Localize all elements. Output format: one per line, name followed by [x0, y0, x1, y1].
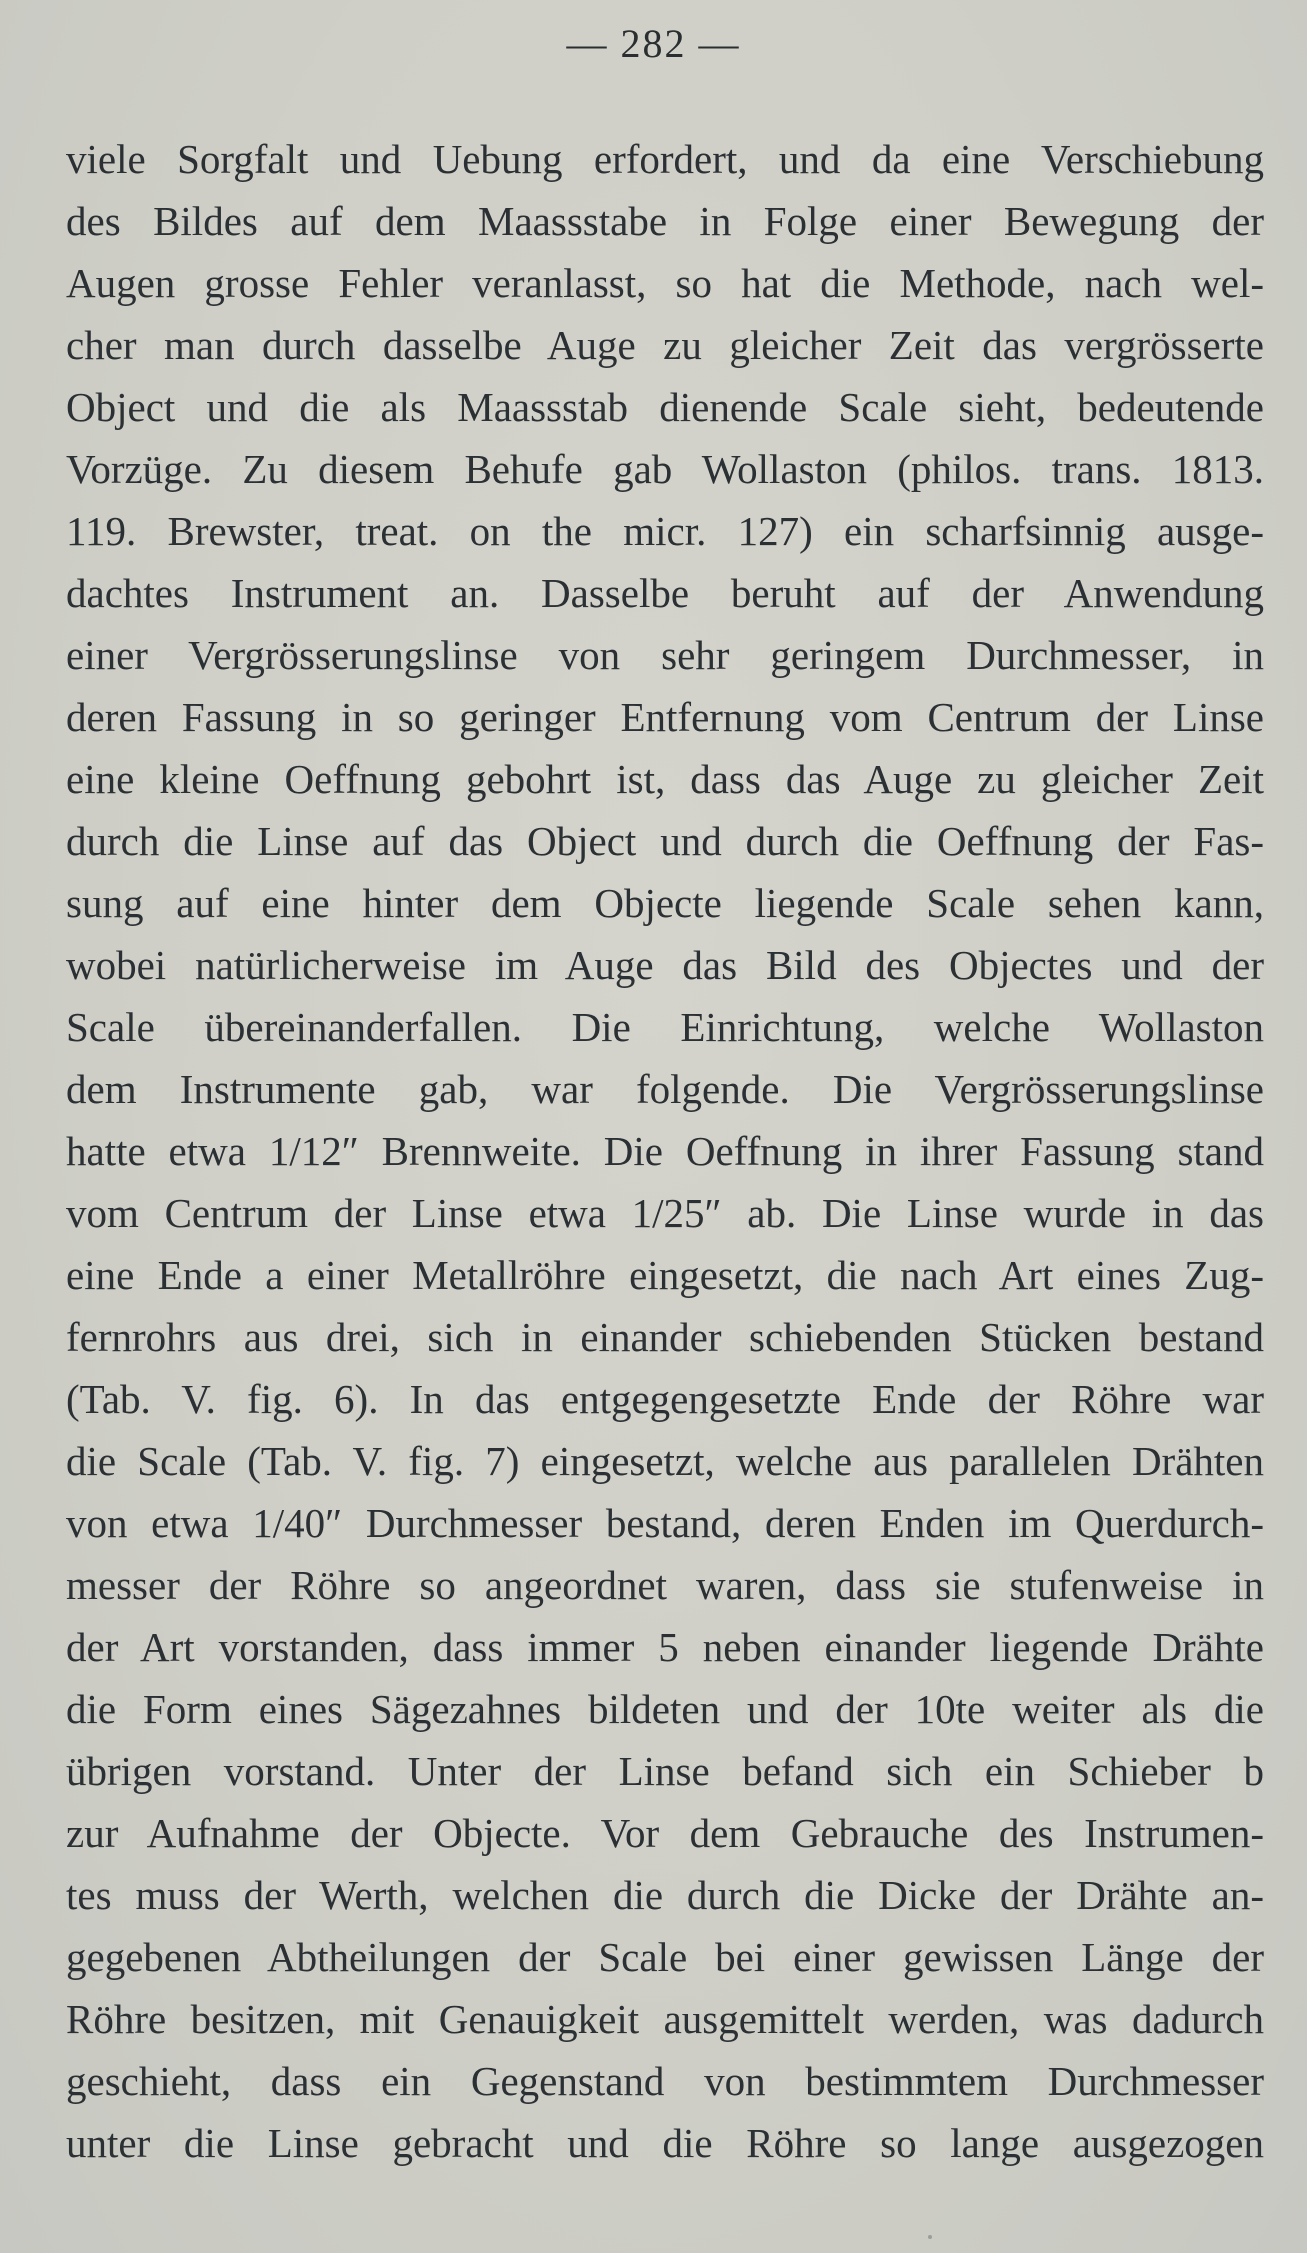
text-line: 119. Brewster, treat. on the micr. 127) ein scharfsinnig ausge-: [66, 508, 1264, 554]
text-line: von etwa 1/40″ Durchmesser bestand, deren Enden im Querdurch-: [66, 1500, 1264, 1546]
text-line: Vorzüge. Zu diesem Behufe gab Wollaston (philos. trans. 1813.: [66, 446, 1264, 492]
text-line: viele Sorgfalt und Uebung erfordert, und da eine Verschiebung: [66, 136, 1264, 182]
text-line: hatte etwa 1/12″ Brennweite. Die Oeffnung in ihrer Fassung stand: [66, 1128, 1264, 1174]
text-line: dem Instrumente gab, war folgende. Die Vergrösserungslinse: [66, 1066, 1264, 1112]
text-line: dachtes Instrument an. Dasselbe beruht auf der Anwendung: [66, 570, 1264, 616]
text-line: deren Fassung in so geringer Entfernung vom Centrum der Linse: [66, 694, 1264, 740]
text-line: wobei natürlicherweise im Auge das Bild des Objectes und der: [66, 942, 1264, 988]
text-line: gegebenen Abtheilungen der Scale bei einer gewissen Länge der: [66, 1934, 1264, 1980]
paper-speck: [928, 2235, 932, 2239]
text-line: durch die Linse auf das Object und durch die Oeffnung der Fas-: [66, 818, 1264, 864]
text-line: einer Vergrösserungslinse von sehr geringem Durchmesser, in: [66, 632, 1264, 678]
text-line: die Scale (Tab. V. fig. 7) eingesetzt, welche aus parallelen Drähten: [66, 1438, 1264, 1484]
text-line: eine Ende a einer Metallröhre eingesetzt, die nach Art eines Zug-: [66, 1252, 1264, 1298]
text-line: eine kleine Oeffnung gebohrt ist, dass das Auge zu gleicher Zeit: [66, 756, 1264, 802]
text-line: zur Aufnahme der Objecte. Vor dem Gebrauche des Instrumen-: [66, 1810, 1264, 1856]
text-line: Augen grosse Fehler veranlasst, so hat die Methode, nach wel-: [66, 260, 1264, 306]
text-line: des Bildes auf dem Maassstabe in Folge einer Bewegung der: [66, 198, 1264, 244]
text-line: übrigen vorstand. Unter der Linse befand sich ein Schieber b: [66, 1748, 1264, 1794]
text-line: unter die Linse gebracht und die Röhre so lange ausgezogen: [66, 2120, 1264, 2166]
text-line: die Form eines Sägezahnes bildeten und der 10te weiter als die: [66, 1686, 1264, 1732]
body-text: [66, 128, 1264, 2174]
text-line: Scale übereinanderfallen. Die Einrichtung, welche Wollaston: [66, 1004, 1264, 1050]
text-line: messer der Röhre so angeordnet waren, dass sie stufenweise in: [66, 1562, 1264, 1608]
text-line: fernrohrs aus drei, sich in einander schiebenden Stücken bestand: [66, 1314, 1264, 1360]
text-line: tes muss der Werth, welchen die durch die Dicke der Drähte an-: [66, 1872, 1264, 1918]
text-line: Röhre besitzen, mit Genauigkeit ausgemittelt werden, was dadurch: [66, 1996, 1264, 2042]
text-line: sung auf eine hinter dem Objecte liegende Scale sehen kann,: [66, 880, 1264, 926]
text-line: (Tab. V. fig. 6). In das entgegengesetzte Ende der Röhre war: [66, 1376, 1264, 1422]
text-line: der Art vorstanden, dass immer 5 neben einander liegende Drähte: [66, 1624, 1264, 1670]
text-line: cher man durch dasselbe Auge zu gleicher Zeit das vergrösserte: [66, 322, 1264, 368]
text-line: Object und die als Maassstab dienende Scale sieht, bedeutende: [66, 384, 1264, 430]
text-line: geschieht, dass ein Gegenstand von bestimmtem Durchmesser: [66, 2058, 1264, 2104]
page-number: — 282 —: [566, 21, 741, 66]
text-line: vom Centrum der Linse etwa 1/25″ ab. Die Linse wurde in das: [66, 1190, 1264, 1236]
